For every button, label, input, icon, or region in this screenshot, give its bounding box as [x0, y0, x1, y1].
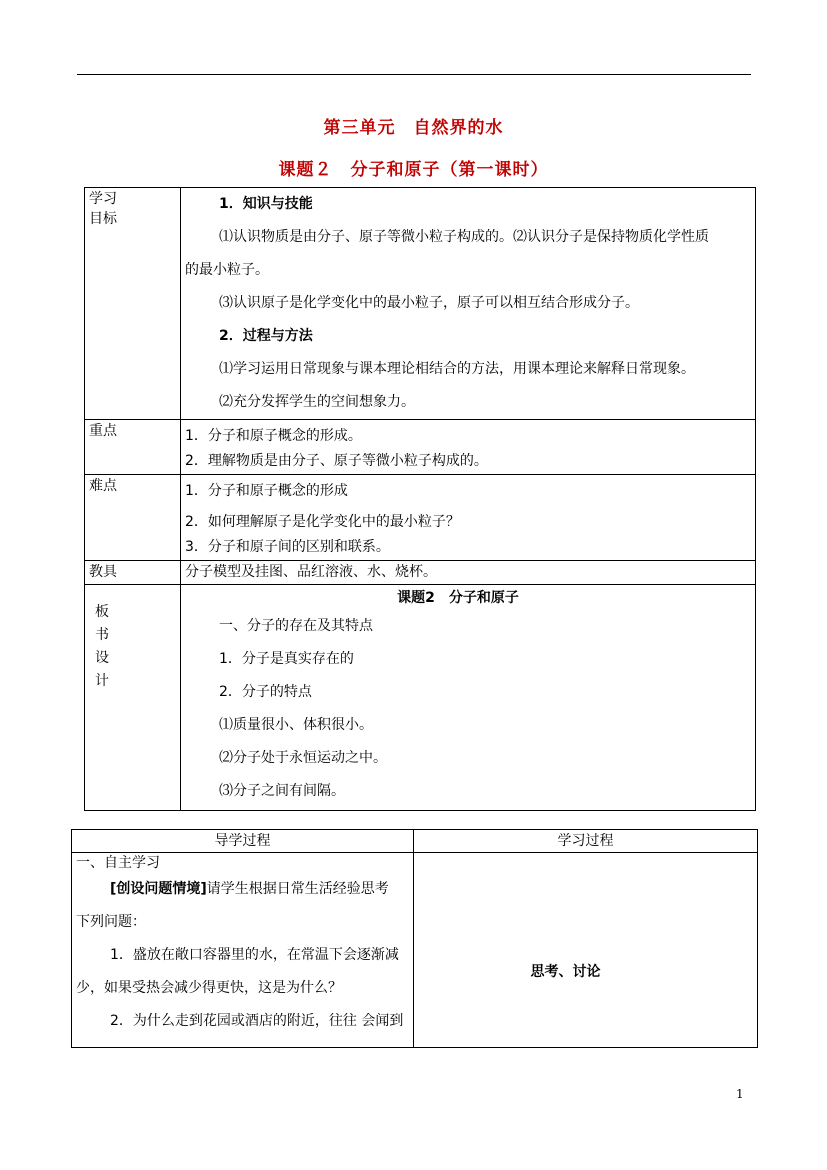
learning-process-header: 学习过程: [557, 833, 614, 849]
board-title: 课题2 分子和原子: [397, 590, 519, 606]
objective-item-1: ⑴认识物质是由分子、原子等微小粒子构成的。⑵认识分子是保持物质化学性质: [219, 229, 709, 245]
key-points-content: [181, 420, 756, 475]
board-line-6: ⑶分子之间有间隔。: [219, 783, 345, 799]
board-line-5: ⑵分子处于永恒运动之中。: [219, 750, 387, 766]
materials-content: [181, 561, 756, 585]
learning-process-table: [71, 829, 758, 1048]
learning-header-cell: [414, 830, 758, 853]
key-points-label: 重点: [89, 423, 117, 439]
difficulty-2: 2．如何理解原子是化学变化中的最小粒子？: [185, 514, 460, 530]
key-point-1: 1．分子和原子概念的形成。: [185, 428, 362, 444]
guide-header-cell: [72, 830, 414, 853]
question-1-cont: 少，如果受热会减少得更快，这是为什么？: [76, 980, 342, 996]
board-line-3: 2．分子的特点: [219, 684, 312, 700]
scenario-tag: [创设问题情境]: [110, 881, 207, 897]
board-label-char-1: 板: [95, 604, 109, 620]
objectives-heading-knowledge: 1．知识与技能: [219, 196, 313, 212]
objectives-label-line1: 学习: [89, 191, 117, 207]
process-body-row: [72, 853, 758, 1048]
objectives-heading-process: 2．过程与方法: [219, 328, 313, 344]
objective-item-4: ⑵充分发挥学生的空间想象力。: [219, 394, 415, 410]
board-line-1: 一、分子的存在及其特点: [219, 618, 373, 634]
materials-text: 分子模型及挂图、品红溶液、水、烧杯。: [185, 564, 437, 580]
question-1: 1．盛放在敞口容器里的水，在常温下会逐渐减: [110, 947, 399, 963]
board-label-char-2: 书: [95, 627, 109, 643]
materials-row: [85, 561, 756, 585]
board-line-2: 1．分子是真实存在的: [219, 651, 354, 667]
objectives-label-cell: [85, 188, 181, 420]
lesson-plan-table: [84, 187, 756, 811]
lesson-title: 课题２ 分子和原子（第一课时）: [278, 160, 549, 180]
objectives-label-line2: 目标: [89, 211, 117, 227]
guide-process-header: 导学过程: [214, 833, 271, 849]
scenario-cont: 下列问题：: [76, 914, 146, 930]
difficulties-row: [85, 475, 756, 561]
objective-item-2: ⑶认识原子是化学变化中的最小粒子，原子可以相互结合形成分子。: [219, 295, 639, 311]
page-number: 1: [736, 1087, 744, 1101]
board-design-label-cell: [85, 585, 181, 811]
difficulty-3: 3．分子和原子间的区别和联系。: [185, 539, 390, 555]
objectives-content: [181, 188, 756, 420]
board-label-char-4: 计: [95, 673, 109, 689]
objectives-row: [85, 188, 756, 420]
key-points-row: [85, 420, 756, 475]
header-rule: [77, 74, 751, 75]
board-design-content: [181, 585, 756, 811]
question-2: 2．为什么走到花园或酒店的附近，往往 会闻到: [110, 1013, 404, 1029]
unit-title: 第三单元 自然界的水: [323, 118, 504, 138]
materials-label: 教具: [89, 564, 117, 580]
difficulties-label-cell: [85, 475, 181, 561]
board-design-label: [85, 585, 180, 693]
guide-process-content: [72, 853, 414, 1048]
difficulties-content: [181, 475, 756, 561]
key-point-2: 2．理解物质是由分子、原子等微小粒子构成的。: [185, 453, 488, 469]
materials-label-cell: [85, 561, 181, 585]
board-design-row: [85, 585, 756, 811]
board-line-4: ⑴质量很小、体积很小。: [219, 717, 373, 733]
objective-item-3: ⑴学习运用日常现象与课本理论相结合的方法，用课本理论来解释日常现象。: [219, 361, 695, 377]
think-discuss-text: 思考、讨论: [530, 964, 601, 980]
scenario-text: 请学生根据日常生活经验思考: [206, 881, 389, 897]
key-points-label-cell: [85, 420, 181, 475]
self-study-heading: 一、自主学习: [76, 855, 160, 871]
difficulty-1: 1．分子和原子概念的形成: [185, 483, 348, 499]
scenario-line: [76, 873, 409, 906]
process-header-row: [72, 830, 758, 853]
difficulties-label: 难点: [89, 478, 117, 494]
board-label-char-3: 设: [95, 650, 109, 666]
learning-process-content: [414, 853, 758, 1048]
objective-item-1-cont: 的最小粒子。: [185, 262, 269, 278]
